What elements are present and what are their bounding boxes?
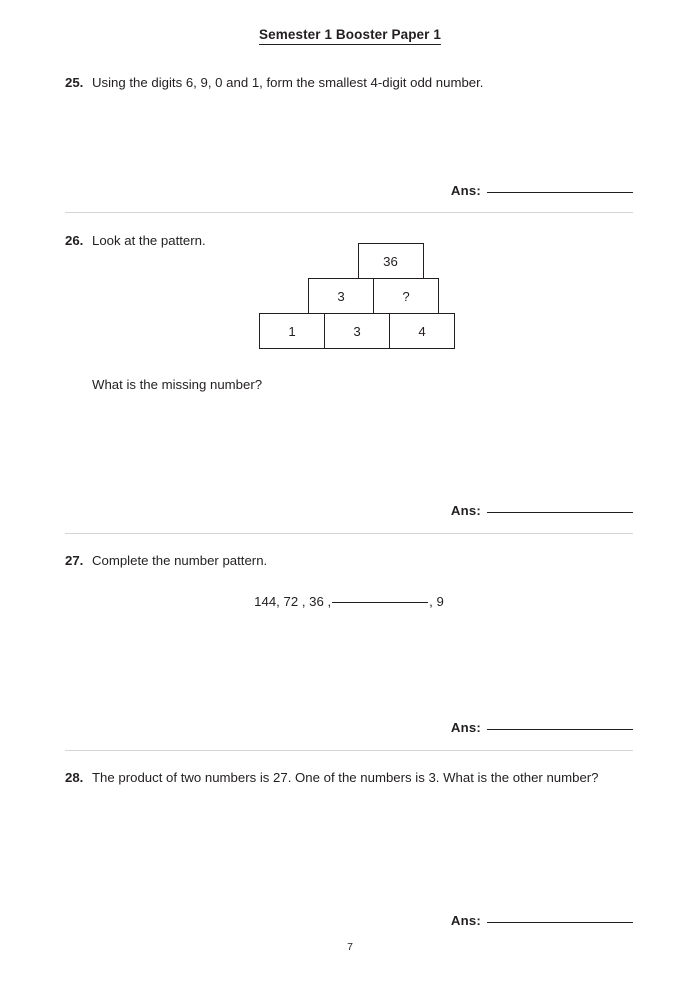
answer-line-26 — [65, 503, 633, 518]
divider-after-25 — [65, 212, 633, 213]
divider-after-27 — [65, 750, 633, 751]
pyramid-row-top — [259, 243, 454, 279]
pyramid-row-bottom — [259, 313, 454, 349]
question-27 — [65, 552, 633, 571]
answer-blank-25[interactable] — [487, 192, 633, 193]
sequence-after: , 9 — [429, 594, 444, 609]
answer-line-27 — [65, 720, 633, 735]
question-25-number: 25. — [65, 75, 84, 90]
question-25-block — [65, 74, 633, 93]
number-pyramid-diagram — [259, 243, 454, 349]
section-divider — [65, 533, 633, 534]
number-sequence-inner — [254, 594, 444, 609]
answer-label-25: Ans: — [450, 183, 481, 198]
question-26-followup-block — [65, 376, 633, 395]
answer-label-28: Ans: — [450, 913, 481, 928]
question-28-number: 28. — [65, 770, 84, 785]
question-26-text: Look at the pattern. — [92, 233, 206, 248]
sequence-before: 144, 72 , 36 , — [254, 594, 332, 609]
pyramid-cell-bottom-3: 4 — [389, 313, 455, 349]
question-25 — [65, 74, 633, 93]
question-28-block — [65, 769, 633, 788]
answer-line-28 — [65, 913, 633, 928]
answer-blank-28[interactable] — [487, 922, 633, 923]
question-26-followup-text: What is the missing number? — [92, 377, 263, 392]
question-28-text: The product of two numbers is 27. One of the numbers is 3. What is the other number? — [92, 770, 599, 785]
answer-row-26 — [65, 503, 633, 518]
number-sequence — [65, 594, 633, 609]
answer-label-26: Ans: — [450, 503, 481, 518]
pyramid-cell-bottom-1: 1 — [259, 313, 325, 349]
pyramid-cell-middle-1: 3 — [308, 278, 374, 314]
page-header — [0, 26, 700, 45]
page-title: Semester 1 Booster Paper 1 — [259, 27, 441, 45]
question-28 — [65, 769, 633, 788]
answer-line-25 — [65, 183, 633, 198]
answer-row-25 — [65, 183, 633, 198]
pyramid-row-middle — [259, 278, 454, 314]
pyramid-cell-bottom-2: 3 — [324, 313, 390, 349]
answer-row-28 — [65, 913, 633, 928]
question-27-number: 27. — [65, 553, 84, 568]
question-27-block — [65, 552, 633, 571]
answer-row-27 — [65, 720, 633, 735]
pyramid-cell-top-1: 36 — [358, 243, 424, 279]
question-26-number: 26. — [65, 233, 84, 248]
answer-blank-27[interactable] — [487, 729, 633, 730]
pyramid-cell-middle-2: ? — [373, 278, 439, 314]
answer-blank-26[interactable] — [487, 512, 633, 513]
section-divider — [65, 750, 633, 751]
answer-label-27: Ans: — [450, 720, 481, 735]
question-25-text: Using the digits 6, 9, 0 and 1, form the smallest 4-digit odd number. — [92, 75, 484, 90]
section-divider — [65, 212, 633, 213]
sequence-blank[interactable] — [332, 602, 428, 603]
question-27-text: Complete the number pattern. — [92, 553, 268, 568]
divider-after-26 — [65, 533, 633, 534]
page-number: 7 — [347, 941, 353, 953]
